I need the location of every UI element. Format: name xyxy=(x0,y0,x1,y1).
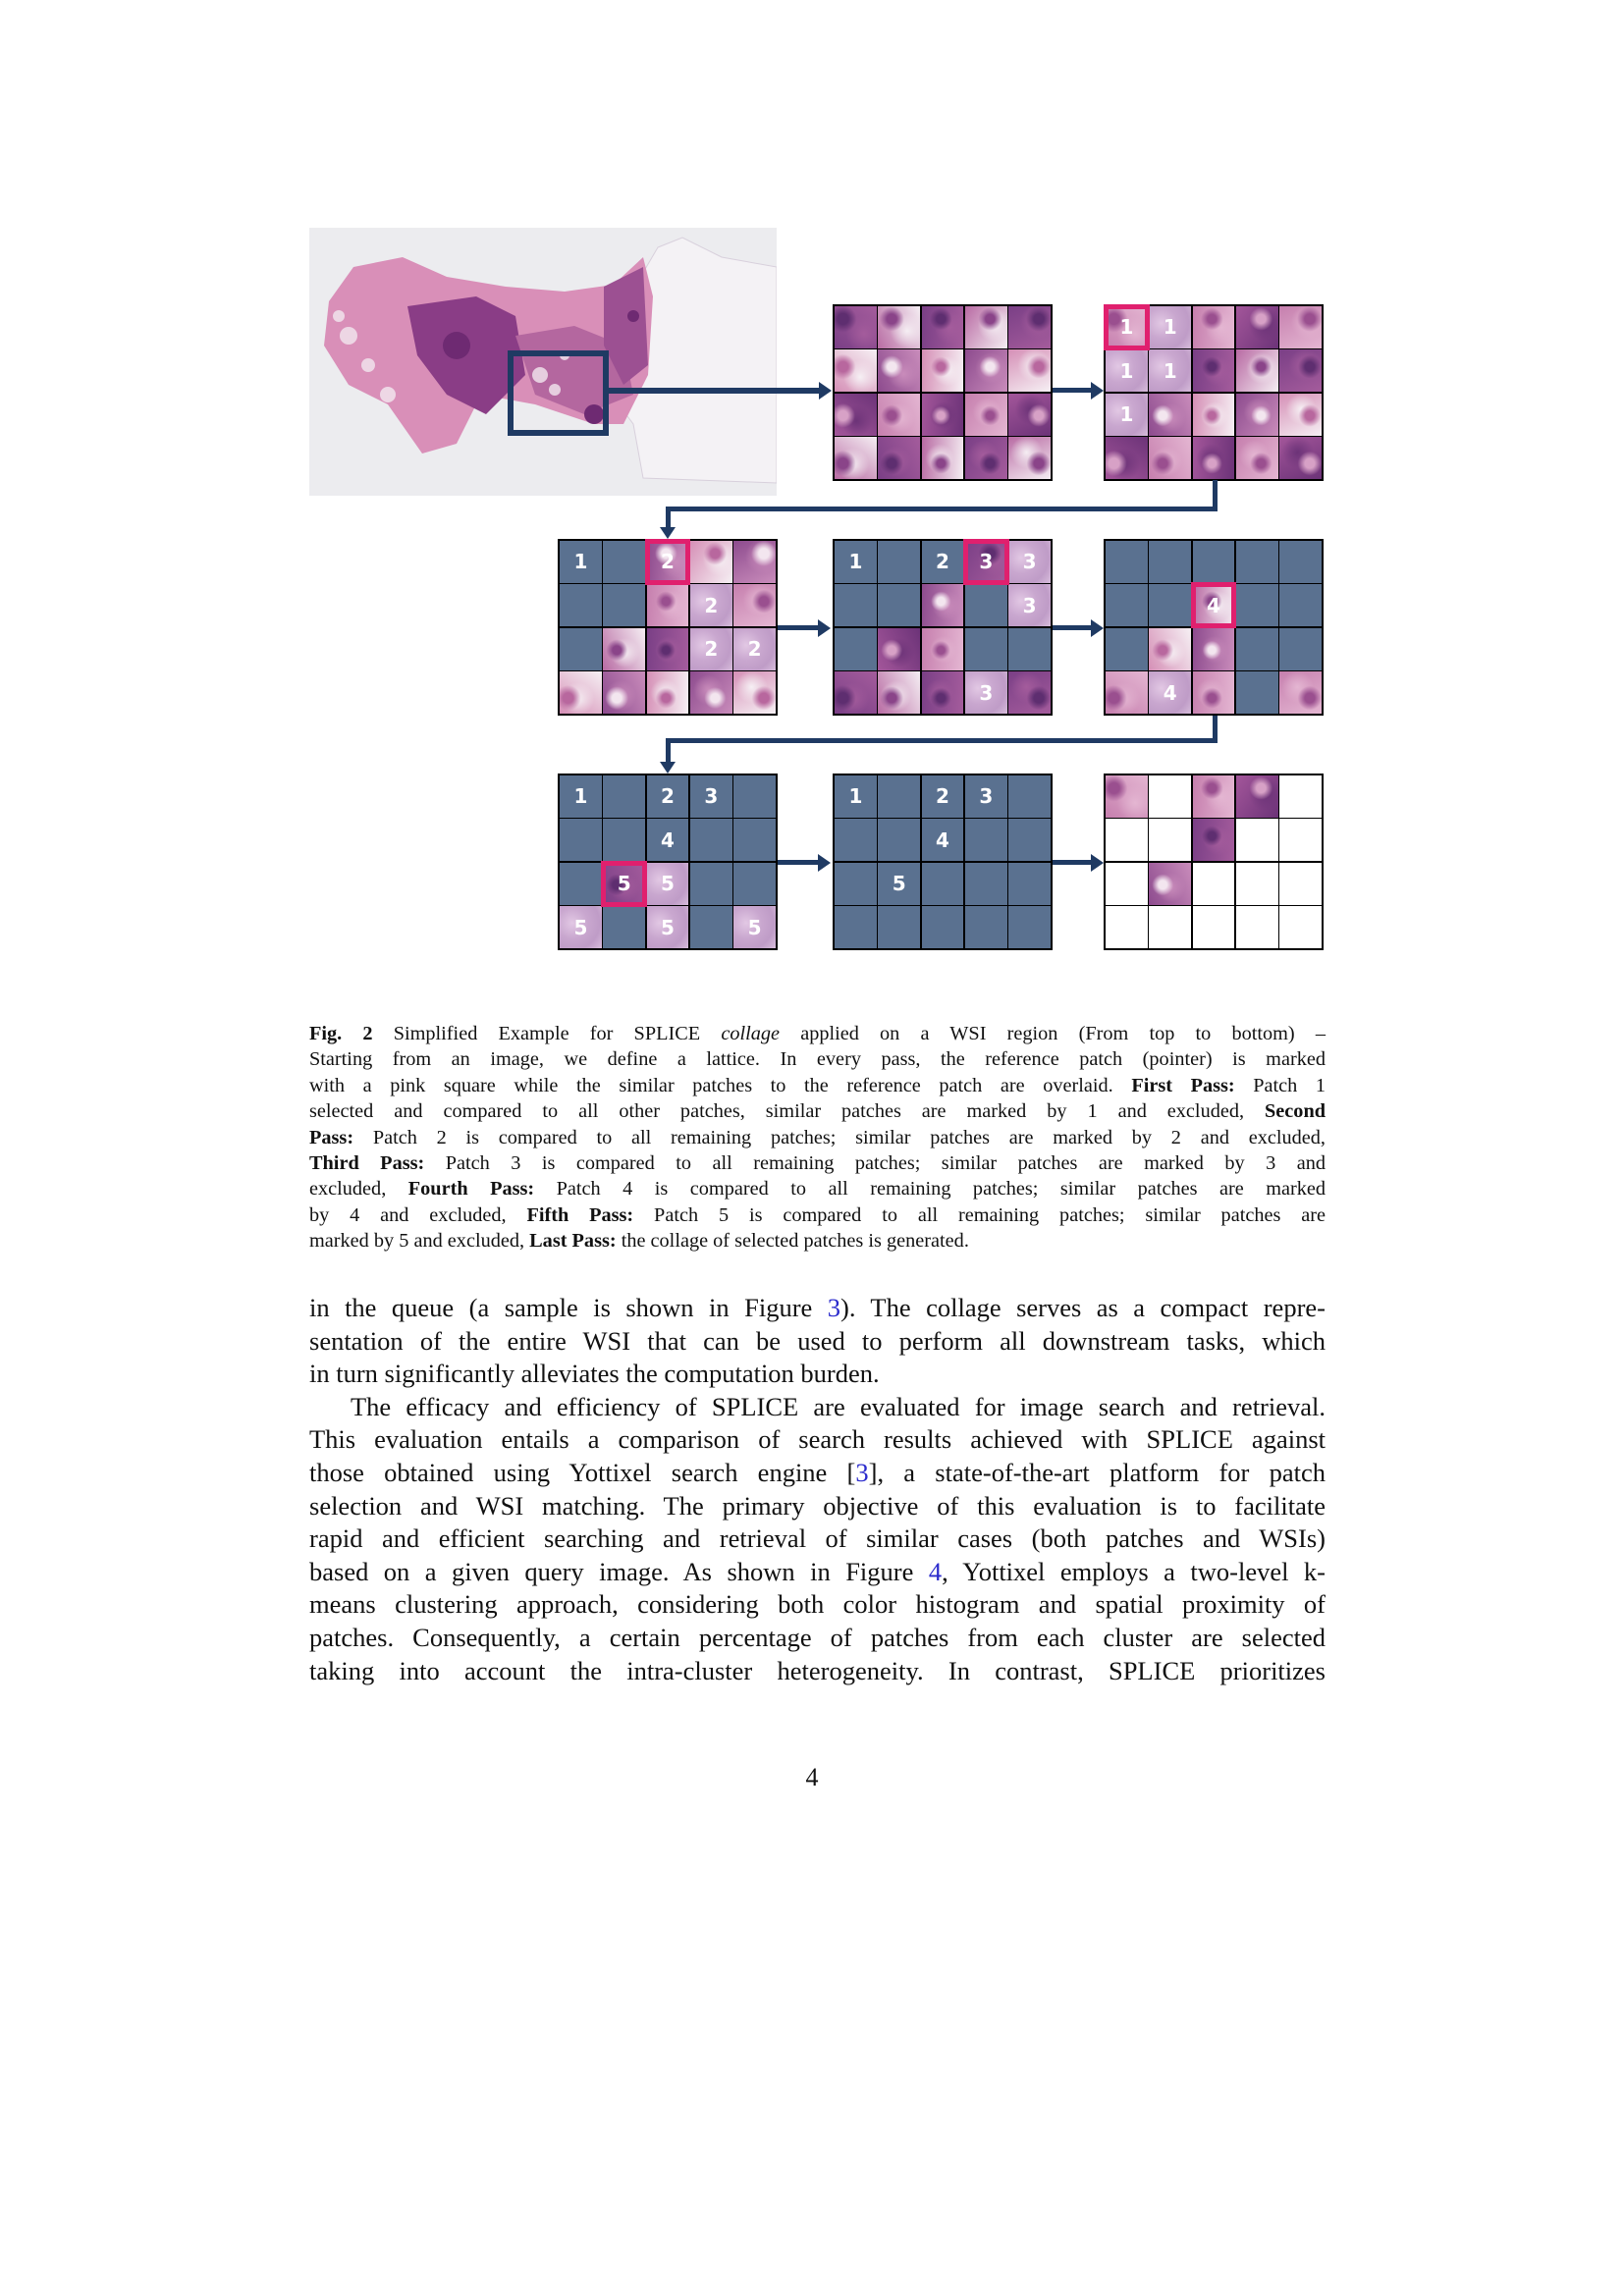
connector-row1-row2 xyxy=(666,507,1218,511)
patch-label: 2 xyxy=(661,550,675,574)
text-run: Third Pass: xyxy=(309,1152,425,1175)
pointer-patch xyxy=(603,863,645,905)
tissue-patch xyxy=(1008,349,1051,392)
excluded-patch xyxy=(922,863,964,905)
text-run: selection and WSI matching. The primary objective of this evaluation is to facilitate xyxy=(309,1490,1326,1521)
pointer-patch xyxy=(647,541,689,583)
excluded-patch xyxy=(878,906,920,948)
patch-label: 5 xyxy=(573,915,588,939)
patch-label: 3 xyxy=(1022,593,1037,617)
tissue-patch xyxy=(1236,306,1278,348)
text-run: sentation of the entire WSI that can be used to perform all downstream tasks, which xyxy=(309,1325,1326,1356)
excluded-patch xyxy=(1008,906,1051,948)
grid-second-pass xyxy=(558,539,778,716)
text-line xyxy=(309,1655,1326,1688)
arrow-pass3-to-pass4 xyxy=(1053,625,1092,630)
excluded-patch xyxy=(965,863,1007,905)
grid-collage xyxy=(1104,774,1324,950)
similar-patch xyxy=(1008,584,1051,626)
arrow-head xyxy=(1091,382,1104,400)
excluded-patch xyxy=(690,775,732,818)
arrow-head xyxy=(660,527,676,539)
text-line xyxy=(309,1125,1326,1150)
similar-patch xyxy=(1008,541,1051,583)
similar-patch xyxy=(1106,349,1148,392)
tissue-patch xyxy=(1106,775,1148,818)
excluded-patch xyxy=(560,541,602,583)
arrow-lattice-to-pass1 xyxy=(1053,388,1092,393)
page-number: 4 xyxy=(805,1763,819,1791)
excluded-patch xyxy=(835,819,877,861)
excluded-patch xyxy=(1008,628,1051,670)
excluded-patch xyxy=(1236,541,1278,583)
arrow-head xyxy=(818,854,831,872)
patch-label: 2 xyxy=(747,637,762,662)
tissue-patch xyxy=(1149,437,1191,479)
patch-label: 5 xyxy=(661,872,675,896)
text-line xyxy=(309,1292,1326,1325)
tissue-patch xyxy=(965,306,1007,348)
text-line xyxy=(309,1522,1326,1556)
tissue-patch xyxy=(1279,437,1322,479)
text-run: Fig. 2 xyxy=(309,1023,373,1044)
text-run: ). The collage serves as a compact repre- xyxy=(840,1293,1326,1322)
text-line xyxy=(309,1021,1326,1046)
connector-row2-row3 xyxy=(666,738,671,763)
grid-first-pass xyxy=(1104,304,1324,481)
tissue-patch xyxy=(835,394,877,436)
text-run: the collage of selected patches is generated. xyxy=(616,1230,969,1253)
text-run: Last Pass: xyxy=(529,1230,617,1253)
text-line xyxy=(309,1202,1326,1228)
tissue-patch xyxy=(922,671,964,714)
tissue-patch xyxy=(603,628,645,670)
patch-label: 3 xyxy=(979,784,994,809)
tissue-patch xyxy=(922,394,964,436)
excluded-patch xyxy=(878,775,920,818)
text-run: excluded, xyxy=(309,1178,408,1201)
tissue-patch xyxy=(1193,671,1235,714)
reference-link[interactable]: 3 xyxy=(855,1457,869,1487)
text-run: means clustering approach, considering both color histogram and spatial proximity of xyxy=(309,1589,1326,1620)
patch-label: 5 xyxy=(661,915,675,939)
tissue-patch xyxy=(1193,349,1235,392)
excluded-patch xyxy=(1149,584,1191,626)
patch-label: 3 xyxy=(979,680,994,705)
excluded-patch xyxy=(965,584,1007,626)
similar-patch xyxy=(690,584,732,626)
text-run: Simplified Example for SPLICE xyxy=(372,1023,722,1044)
tissue-patch xyxy=(1279,671,1322,714)
tissue-patch xyxy=(1279,394,1322,436)
text-run: Patch 1 xyxy=(1234,1074,1326,1096)
excluded-patch xyxy=(1106,541,1148,583)
tissue-patch xyxy=(1008,306,1051,348)
tissue-patch xyxy=(733,671,776,714)
tissue-patch xyxy=(690,541,732,583)
tissue-patch xyxy=(603,671,645,714)
tissue-patch xyxy=(835,349,877,392)
excluded-patch xyxy=(965,906,1007,948)
arrow-head xyxy=(818,619,831,637)
excluded-patch xyxy=(835,775,877,818)
excluded-patch xyxy=(878,584,920,626)
tissue-patch xyxy=(1193,775,1235,818)
excluded-patch xyxy=(560,819,602,861)
text-run: patches. Consequently, a certain percentage of patches from each cluster are selected xyxy=(309,1622,1326,1652)
text-line xyxy=(309,1457,1326,1490)
excluded-patch xyxy=(922,775,964,818)
similar-patch xyxy=(690,628,732,670)
tissue-patch xyxy=(878,394,920,436)
text-run: with a pink square while the similar patches to the reference patch are overlaid. xyxy=(309,1074,1132,1096)
tissue-patch xyxy=(1236,775,1278,818)
text-run: selected and compared to all other patches, similar patches are marked by 1 and excluded, xyxy=(309,1100,1266,1123)
excluded-patch xyxy=(1236,584,1278,626)
empty-cell xyxy=(1236,906,1278,948)
tissue-patch xyxy=(922,306,964,348)
text-run: Patch 2 is compared to all remaining patches; similar patches are marked by 2 and excluded, xyxy=(353,1126,1326,1148)
patch-label: 3 xyxy=(704,784,719,809)
tissue-patch xyxy=(922,349,964,392)
connector-row2-row3 xyxy=(666,738,1218,743)
tissue-patch xyxy=(1193,437,1235,479)
tissue-patch xyxy=(733,584,776,626)
text-run: Patch 3 is compared to all remaining patches; similar patches are marked by 3 and xyxy=(424,1152,1326,1175)
text-run: in the queue (a sample is shown in Figure xyxy=(309,1293,828,1322)
text-run: , Yottixel employs a two-level k- xyxy=(942,1556,1326,1586)
grid-fourth-pass xyxy=(1104,539,1324,716)
excluded-patch xyxy=(733,863,776,905)
text-line xyxy=(309,1423,1326,1457)
excluded-patch xyxy=(1279,584,1322,626)
figure-caption xyxy=(309,1021,1326,1255)
text-line xyxy=(309,1325,1326,1359)
excluded-patch xyxy=(560,628,602,670)
tissue-patch xyxy=(1106,437,1148,479)
tissue-patch xyxy=(1149,863,1191,905)
patch-label: 1 xyxy=(573,784,588,809)
grid-all-excluded xyxy=(833,774,1053,950)
text-run: The efficacy and efficiency of SPLICE are evaluated for image search and retrieval. xyxy=(351,1391,1326,1421)
patch-label: 5 xyxy=(617,872,631,896)
excluded-patch xyxy=(922,541,964,583)
patch-label: 2 xyxy=(936,784,949,809)
excluded-patch xyxy=(922,819,964,861)
excluded-patch xyxy=(1236,628,1278,670)
excluded-patch xyxy=(560,863,602,905)
text-line xyxy=(309,1588,1326,1622)
patch-label: 1 xyxy=(1119,358,1134,383)
text-line xyxy=(309,1176,1326,1201)
tissue-patch xyxy=(1236,349,1278,392)
excluded-patch xyxy=(835,541,877,583)
text-run: based on a given query image. As shown in Figure xyxy=(309,1556,929,1586)
text-run: collage xyxy=(721,1023,781,1044)
pointer-patch xyxy=(1106,306,1148,348)
arrow-pass5-to-excluded xyxy=(778,860,819,865)
excluded-patch xyxy=(647,819,689,861)
arrow-head xyxy=(1091,854,1104,872)
patch-label: 5 xyxy=(747,915,762,939)
excluded-patch xyxy=(733,775,776,818)
text-run: Starting from an image, we define a lattice. In every pass, the reference patch (pointer) is marked xyxy=(309,1048,1326,1071)
patch-label: 3 xyxy=(979,550,994,574)
excluded-patch xyxy=(603,541,645,583)
excluded-patch xyxy=(835,863,877,905)
tissue-patch xyxy=(878,671,920,714)
excluded-patch xyxy=(878,541,920,583)
excluded-patch xyxy=(835,628,877,670)
excluded-patch xyxy=(878,819,920,861)
patch-label: 5 xyxy=(892,872,906,896)
excluded-patch xyxy=(835,906,877,948)
similar-patch xyxy=(647,863,689,905)
tissue-patch xyxy=(835,306,877,348)
tissue-patch xyxy=(1279,349,1322,392)
text-run: rapid and efficient searching and retrieval of similar cases (both patches and WSIs) xyxy=(309,1523,1326,1554)
reference-link[interactable]: 4 xyxy=(928,1556,943,1586)
tissue-patch xyxy=(965,437,1007,479)
grid-third-pass xyxy=(833,539,1053,716)
tissue-patch xyxy=(878,306,920,348)
patch-label: 2 xyxy=(704,593,719,617)
text-line xyxy=(309,1098,1326,1124)
similar-patch xyxy=(733,628,776,670)
connector-row1-row2 xyxy=(666,507,671,528)
tissue-patch xyxy=(1193,628,1235,670)
empty-cell xyxy=(1149,906,1191,948)
tissue-patch xyxy=(647,671,689,714)
text-run: Pass: xyxy=(309,1126,354,1148)
patch-label: 2 xyxy=(661,784,675,809)
patch-label: 2 xyxy=(704,637,719,662)
text-line xyxy=(309,1358,1326,1391)
patch-label: 4 xyxy=(936,828,949,852)
empty-cell xyxy=(1106,819,1148,861)
excluded-patch xyxy=(878,863,920,905)
tissue-patch xyxy=(733,541,776,583)
tissue-patch xyxy=(1236,394,1278,436)
excluded-patch xyxy=(965,628,1007,670)
text-run: in turn significantly alleviates the computation burden. xyxy=(309,1359,880,1389)
excluded-patch xyxy=(835,584,877,626)
text-run: This evaluation entails a comparison of search results achieved with SPLICE against xyxy=(309,1424,1326,1455)
tissue-patch xyxy=(1008,437,1051,479)
text-run: Fourth Pass: xyxy=(407,1178,535,1201)
arrow-head xyxy=(660,762,676,774)
text-run: Second xyxy=(1265,1100,1326,1123)
grid-fifth-pass xyxy=(558,774,778,950)
tissue-patch xyxy=(1008,671,1051,714)
tissue-patch xyxy=(835,437,877,479)
text-run: Fifth Pass: xyxy=(526,1203,634,1226)
empty-cell xyxy=(1279,775,1322,818)
text-line xyxy=(309,1228,1326,1254)
excluded-patch xyxy=(1106,628,1148,670)
empty-cell xyxy=(1106,906,1148,948)
reference-link[interactable]: 3 xyxy=(827,1293,840,1322)
text-run: those obtained using Yottixel search engine [ xyxy=(309,1457,856,1487)
similar-patch xyxy=(1149,671,1191,714)
excluded-patch xyxy=(647,775,689,818)
tissue-patch xyxy=(560,671,602,714)
text-line xyxy=(309,1556,1326,1589)
patch-label: 1 xyxy=(1119,402,1134,427)
excluded-patch xyxy=(690,906,732,948)
pointer-patch xyxy=(965,541,1007,583)
excluded-patch xyxy=(1008,819,1051,861)
tissue-patch xyxy=(1149,394,1191,436)
patch-label: 4 xyxy=(1207,593,1220,617)
patch-label: 1 xyxy=(1163,358,1177,383)
text-run: ], a state-of-the-art platform for patch xyxy=(868,1457,1326,1487)
patch-label: 2 xyxy=(936,550,949,574)
empty-cell xyxy=(1149,819,1191,861)
tissue-patch xyxy=(1279,306,1322,348)
tissue-patch xyxy=(647,584,689,626)
text-run: applied on a WSI region (From top to bottom) – xyxy=(780,1023,1326,1044)
text-line xyxy=(309,1622,1326,1655)
tissue-patch xyxy=(1193,306,1235,348)
arrow-head xyxy=(819,382,832,400)
patch-label: 3 xyxy=(1022,550,1037,574)
empty-cell xyxy=(1279,819,1322,861)
tissue-patch xyxy=(922,584,964,626)
similar-patch xyxy=(647,906,689,948)
tissue-patch xyxy=(1149,628,1191,670)
tissue-patch xyxy=(922,437,964,479)
tissue-patch xyxy=(965,349,1007,392)
similar-patch xyxy=(965,671,1007,714)
text-line xyxy=(309,1150,1326,1176)
excluded-patch xyxy=(690,819,732,861)
patch-label: 1 xyxy=(848,550,863,574)
arrow-head xyxy=(1091,619,1104,637)
text-line xyxy=(309,1391,1326,1424)
tissue-patch xyxy=(1106,671,1148,714)
tissue-patch xyxy=(1193,394,1235,436)
arrow-wsi-to-lattice xyxy=(606,388,820,394)
text-run: by 4 and excluded, xyxy=(309,1203,527,1226)
patch-label: 1 xyxy=(573,550,588,574)
excluded-patch xyxy=(603,584,645,626)
similar-patch xyxy=(560,906,602,948)
excluded-patch xyxy=(965,819,1007,861)
pointer-patch xyxy=(1193,584,1235,626)
excluded-patch xyxy=(1236,671,1278,714)
excluded-patch xyxy=(1008,775,1051,818)
similar-patch xyxy=(1149,349,1191,392)
tissue-patch xyxy=(647,628,689,670)
patch-label: 1 xyxy=(1163,315,1177,340)
grid-lattice xyxy=(833,304,1053,481)
patch-label: 4 xyxy=(661,828,675,852)
excluded-patch xyxy=(1106,584,1148,626)
excluded-patch xyxy=(1149,541,1191,583)
arrow-excluded-to-collage xyxy=(1053,860,1092,865)
tissue-patch xyxy=(878,349,920,392)
tissue-patch xyxy=(1236,437,1278,479)
tissue-patch xyxy=(690,671,732,714)
empty-cell xyxy=(1193,863,1235,905)
body-text xyxy=(309,1292,1326,1687)
excluded-patch xyxy=(603,775,645,818)
excluded-patch xyxy=(965,775,1007,818)
tissue-patch xyxy=(878,437,920,479)
similar-patch xyxy=(733,906,776,948)
text-run: First Pass: xyxy=(1131,1074,1235,1096)
empty-cell xyxy=(1193,906,1235,948)
empty-cell xyxy=(1279,863,1322,905)
excluded-patch xyxy=(922,906,964,948)
excluded-patch xyxy=(603,906,645,948)
wsi-thumbnail xyxy=(309,228,777,496)
empty-cell xyxy=(1106,863,1148,905)
empty-cell xyxy=(1236,819,1278,861)
patch-label: 1 xyxy=(848,784,863,809)
empty-cell xyxy=(1236,863,1278,905)
empty-cell xyxy=(1279,906,1322,948)
text-run: taking into account the intra-cluster heterogeneity. In contrast, SPLICE prioritizes xyxy=(309,1655,1326,1685)
excluded-patch xyxy=(560,775,602,818)
tissue-patch xyxy=(965,394,1007,436)
tissue-patch xyxy=(835,671,877,714)
similar-patch xyxy=(1106,394,1148,436)
tissue-patch xyxy=(1193,819,1235,861)
text-line xyxy=(309,1046,1326,1072)
excluded-patch xyxy=(603,819,645,861)
tissue-patch xyxy=(1008,394,1051,436)
excluded-patch xyxy=(560,584,602,626)
text-line xyxy=(309,1490,1326,1523)
text-run: Patch 4 is compared to all remaining patches; similar patches are marked xyxy=(534,1178,1326,1201)
excluded-patch xyxy=(1279,628,1322,670)
similar-patch xyxy=(1149,306,1191,348)
excluded-patch xyxy=(1193,541,1235,583)
excluded-patch xyxy=(733,819,776,861)
excluded-patch xyxy=(1279,541,1322,583)
patch-label: 4 xyxy=(1163,680,1177,705)
excluded-patch xyxy=(690,863,732,905)
tissue-patch xyxy=(922,628,964,670)
tissue-patch xyxy=(878,628,920,670)
empty-cell xyxy=(1149,775,1191,818)
text-run: Patch 5 is compared to all remaining patches; similar patches are xyxy=(633,1203,1326,1226)
excluded-patch xyxy=(1008,863,1051,905)
text-run: marked by 5 and excluded, xyxy=(309,1230,530,1253)
text-line xyxy=(309,1073,1326,1098)
patch-label: 1 xyxy=(1119,315,1134,340)
arrow-pass2-to-pass3 xyxy=(778,625,819,630)
